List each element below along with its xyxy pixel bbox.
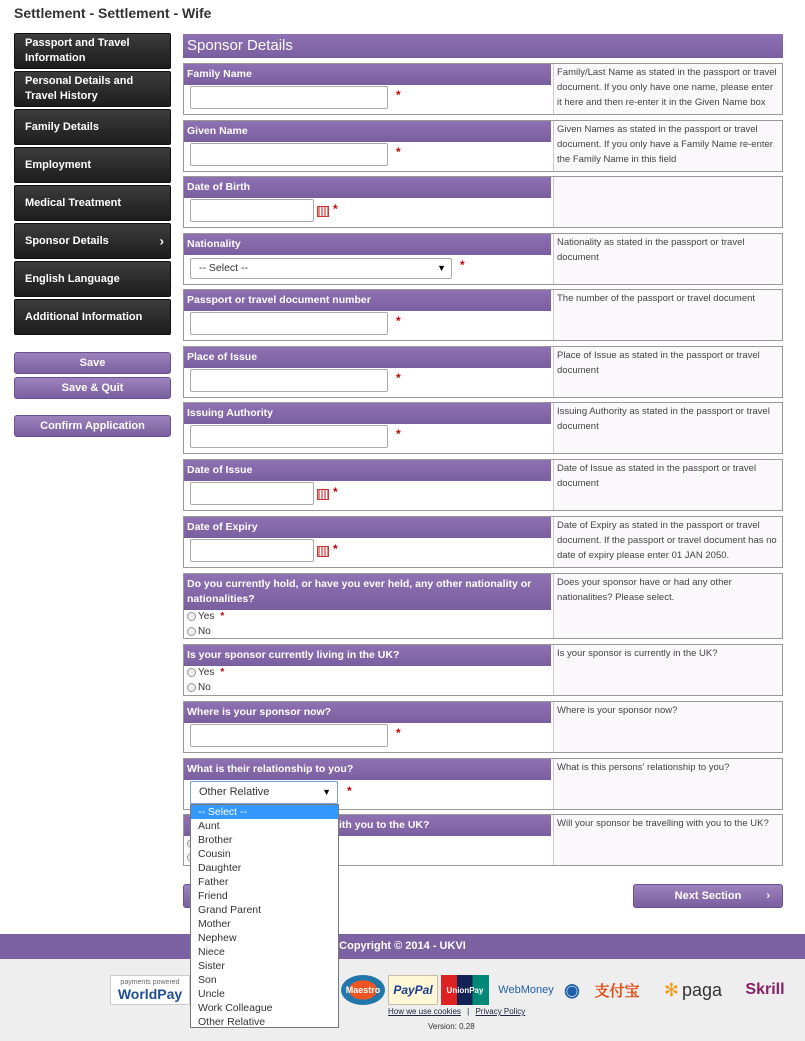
link-separator: | [467, 1007, 470, 1016]
worldpay-logo: payments powered WorldPay [110, 975, 190, 1005]
paga-label: paga [682, 979, 723, 1000]
help-line: Issuing Authority as stated in the passport or travel [557, 406, 770, 417]
radio-label: No [198, 626, 211, 637]
sidebar-item-passport[interactable] [14, 33, 171, 69]
help-text [553, 702, 782, 752]
help-line: Date of Expiry as stated in the passport or travel [557, 520, 760, 531]
field-label: Date of Issue [184, 460, 551, 481]
footer-copyright: Copyright © 2014 - UKVI [0, 934, 805, 959]
calendar-icon[interactable] [317, 489, 329, 500]
next-section-button[interactable] [633, 884, 783, 908]
paypal-logo: PayPal [388, 975, 438, 1005]
help-line: Does your sponsor have or had any other [557, 577, 732, 588]
radio-button[interactable] [187, 627, 196, 636]
sidebar-item-label: Family Details [25, 120, 99, 133]
help-text [553, 290, 782, 340]
date-of-issue-block [183, 459, 783, 511]
page-title: Settlement - Settlement - Wife [14, 5, 212, 21]
help-line: Is your sponsor is currently in the UK? [557, 648, 718, 659]
required-marker: * [333, 485, 338, 499]
help-line: date of expiry please enter 01 JAN 2050. [557, 550, 730, 561]
field-label: Given Name [184, 121, 551, 142]
help-line: document [557, 478, 599, 489]
dropdown-option[interactable]: Other Relative [198, 1016, 266, 1028]
sidebar-item-label: Sponsor Details [25, 234, 109, 247]
required-marker: * [220, 611, 225, 622]
help-line: nationalities? Please select. [557, 592, 675, 603]
field-label: Issuing Authority [184, 403, 551, 424]
field-label: Date of Birth [184, 177, 551, 198]
help-text [553, 121, 782, 171]
dropdown-option[interactable]: Father [198, 876, 229, 888]
help-line: Place of Issue as stated in the passport or travel [557, 350, 760, 361]
field-label: ith you to the UK? [184, 815, 551, 836]
sidebar-item-label: Medical Treatment [25, 196, 121, 209]
dropdown-arrow-icon: ▼ [322, 787, 331, 797]
dropdown-arrow-icon: ▼ [437, 263, 446, 273]
sidebar-item-label: English Language [25, 272, 120, 285]
sidebar-item-english-language[interactable] [14, 261, 171, 297]
required-marker: * [347, 784, 352, 798]
date-of-expiry-block [183, 516, 783, 568]
help-line: Date of Issue as stated in the passport or travel [557, 463, 757, 474]
cookies-link[interactable]: How we use cookies [388, 1007, 461, 1016]
help-text [553, 759, 782, 809]
select-value: Other Relative [199, 786, 270, 798]
skrill-logo: Skrill [745, 981, 785, 998]
nationality-select[interactable] [190, 258, 452, 279]
family-name-input[interactable] [190, 86, 388, 109]
dropdown-option[interactable]: -- Select -- [191, 805, 338, 819]
radio-label: Yes [198, 667, 215, 678]
select-value: -- Select -- [199, 262, 249, 274]
required-marker: * [396, 88, 401, 102]
required-marker: * [396, 145, 401, 159]
webmoney-logo: WebMoney [498, 984, 554, 996]
passport-number-block [183, 289, 783, 341]
button-label: Next Section [674, 890, 742, 902]
help-line: Given Names as stated in the passport or travel [557, 124, 758, 135]
field-label: Do you currently hold, or have you ever held, any other nationality or nationalities? [184, 574, 551, 610]
field-label: Is your sponsor currently living in the UK? [184, 645, 551, 666]
sidebar-item-label: Passport and Travel Information [25, 37, 130, 64]
help-line: document [557, 421, 599, 432]
version-label: Version: 0.28 [428, 1022, 475, 1031]
dropdown-option[interactable]: Daughter [198, 862, 242, 874]
calendar-icon[interactable] [317, 546, 329, 557]
relationship-dropdown-list [190, 804, 339, 1028]
field-label: Passport or travel document number [184, 290, 551, 311]
help-text [553, 815, 782, 865]
issuing-authority-input[interactable] [190, 425, 388, 448]
help-text [553, 177, 782, 227]
help-line: document [557, 252, 599, 263]
section-header: Sponsor Details [183, 34, 783, 58]
issuing-authority-block [183, 402, 783, 454]
radio-button[interactable] [187, 612, 196, 621]
required-marker: * [396, 371, 401, 385]
field-label: Date of Expiry [184, 517, 551, 538]
help-line: document [557, 365, 599, 376]
field-label: What is their relationship to you? [184, 759, 551, 780]
sidebar-item-label: Personal Details and Travel History [25, 75, 134, 102]
footer-links [388, 1007, 525, 1016]
where-now-block [183, 701, 783, 753]
sidebar-item-sponsor-details[interactable] [14, 223, 171, 259]
dob-block [183, 176, 783, 228]
living-uk-yes[interactable] [187, 667, 224, 678]
help-line: the Family Name in this field [557, 154, 677, 165]
other-nationality-block [183, 573, 783, 639]
sidebar-item-label: Employment [25, 158, 92, 171]
other-nationality-no[interactable] [187, 626, 211, 637]
confirm-application-button[interactable]: Confirm Application [14, 415, 171, 437]
dropdown-option[interactable]: Cousin [198, 848, 231, 860]
help-line: Family/Last Name as stated in the passport or travel [557, 67, 777, 78]
date-of-issue-input[interactable] [190, 482, 314, 505]
sidebar-item-personal-details[interactable] [14, 71, 171, 107]
dropdown-option[interactable]: Mother [198, 918, 231, 930]
chevron-right-icon: › [159, 233, 164, 249]
help-line: What is this persons' relationship to you? [557, 762, 730, 773]
required-marker: * [396, 427, 401, 441]
field-label: Nationality [184, 234, 551, 255]
dropdown-option[interactable]: Brother [198, 834, 233, 846]
paga-logo [652, 975, 734, 1005]
alipay-logo: 支付宝 [594, 982, 640, 1000]
dropdown-option[interactable]: Friend [198, 890, 228, 902]
date-of-expiry-input[interactable] [190, 539, 314, 562]
help-text [553, 403, 782, 453]
unionpay-logo: UnionPay [441, 975, 489, 1005]
calendar-icon[interactable] [317, 206, 329, 217]
help-line: document. If you only have a Family Name re-enter [557, 139, 773, 150]
sidebar-item-family-details[interactable] [14, 109, 171, 145]
chevron-right-icon: › [766, 890, 770, 902]
help-text [553, 574, 782, 638]
dropdown-option[interactable]: Uncle [198, 988, 225, 1000]
help-line: document. If you only have one name, please enter [557, 82, 773, 93]
required-marker: * [396, 726, 401, 740]
help-line: document. If the passport or travel document has no [557, 535, 777, 546]
sidebar-item-additional-information[interactable] [14, 299, 171, 335]
field-label: Family Name [184, 64, 551, 85]
help-line: Nationality as stated in the passport or travel [557, 237, 745, 248]
help-text [553, 347, 782, 397]
other-nationality-yes[interactable] [187, 611, 224, 622]
save-quit-button[interactable]: Save & Quit [14, 377, 171, 399]
dropdown-option[interactable]: Work Colleague [198, 1002, 273, 1014]
radio-label: No [198, 682, 211, 693]
radio-label: Yes [198, 611, 215, 622]
dob-input[interactable] [190, 199, 314, 222]
help-text [553, 517, 782, 567]
dropdown-option[interactable]: Sister [198, 960, 225, 972]
place-of-issue-input[interactable] [190, 369, 388, 392]
family-name-block [183, 63, 783, 115]
help-text [553, 460, 782, 510]
relationship-select[interactable] [190, 781, 338, 804]
given-name-block [183, 120, 783, 172]
save-button[interactable]: Save [14, 352, 171, 374]
living-uk-block [183, 644, 783, 696]
help-line: The number of the passport or travel document [557, 293, 756, 304]
sidebar-item-employment[interactable] [14, 147, 171, 183]
required-marker: * [396, 314, 401, 328]
passport-number-input[interactable] [190, 312, 388, 335]
where-now-input[interactable] [190, 724, 388, 747]
place-of-issue-block [183, 346, 783, 398]
field-label: Place of Issue [184, 347, 551, 368]
help-line: Where is your sponsor now? [557, 705, 678, 716]
sidebar-item-medical-treatment[interactable] [14, 185, 171, 221]
help-text [553, 234, 782, 284]
field-label: Where is your sponsor now? [184, 702, 551, 723]
required-marker: * [220, 667, 225, 678]
globe-icon: ◉ [564, 979, 580, 1000]
sidebar-item-label: Additional Information [25, 310, 143, 323]
dropdown-option[interactable]: Son [198, 974, 217, 986]
privacy-policy-link[interactable]: Privacy Policy [475, 1007, 526, 1016]
dropdown-option[interactable]: Aunt [198, 820, 220, 832]
required-marker: * [333, 542, 338, 556]
living-uk-no[interactable] [187, 682, 211, 693]
main-content [183, 34, 783, 62]
help-text [553, 645, 782, 695]
nationality-block [183, 233, 783, 285]
help-text [553, 64, 782, 114]
sidebar [14, 33, 171, 337]
dropdown-option[interactable]: Nephew [198, 932, 237, 944]
radio-button[interactable] [187, 683, 196, 692]
maestro-logo: Maestro [341, 975, 385, 1005]
help-line: it here and then re-enter it in the Given Name box [557, 97, 766, 108]
help-line: Will your sponsor be travelling with you to the UK? [557, 818, 769, 829]
radio-button[interactable] [187, 668, 196, 677]
required-marker: * [460, 258, 465, 272]
dropdown-option[interactable]: Niece [198, 946, 225, 958]
given-name-input[interactable] [190, 143, 388, 166]
required-marker: * [333, 202, 338, 216]
dropdown-option[interactable]: Grand Parent [198, 904, 262, 916]
paga-dots-icon: ✻ [663, 979, 680, 1000]
